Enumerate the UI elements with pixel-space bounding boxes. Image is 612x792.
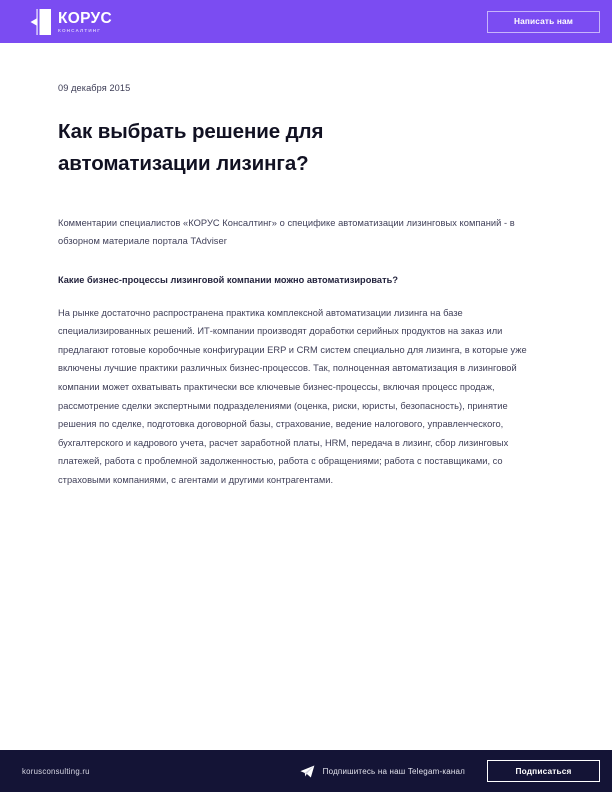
site-header <box>0 0 612 43</box>
article-lead-paragraph: Комментарии специалистов «КОРУС Консалтинг» о специфике автоматизации лизинговых компаний - в обзорном материале портала TAdviser <box>58 217 515 247</box>
brand-subtitle: КОНСАЛТИНГ <box>58 27 102 33</box>
subscribe-button[interactable]: Подписаться <box>487 760 600 782</box>
korus-logo-mark-icon <box>26 9 51 35</box>
telegram-subscribe-prompt[interactable] <box>300 765 465 778</box>
brand-wordmark <box>58 10 112 34</box>
footer-site-url[interactable]: korusconsulting.ru <box>22 766 90 776</box>
page-title: Как выбрать решение для автоматизации лизинга? <box>58 120 324 176</box>
article-content <box>0 43 612 750</box>
telegram-prompt-label: Подпишитесь на наш Telegam-канал <box>322 766 465 776</box>
article-date: 09 декабря 2015 <box>58 83 131 93</box>
telegram-paper-plane-icon <box>300 765 315 778</box>
contact-us-button[interactable]: Написать нам <box>487 11 600 33</box>
brand-name: КОРУС <box>58 9 112 27</box>
site-footer <box>0 750 612 792</box>
article-subheading: Какие бизнес-процессы лизинговой компании можно автоматизировать? <box>58 274 399 285</box>
brand-logo[interactable] <box>26 9 112 35</box>
article-body-paragraph: На рынке достаточно распространена практика комплексной автоматизации лизинга на базе специализированных решений. ИТ-компании производят доработки серийных продуктов на заказ или предлагают готовые коробочные конфигурации ERP и CRM систем специально для лизинга, в которые уже включены лучшие практики различных бизнес-процессов. Так, полноценная автоматизация в лизинговой компании может охватывать практически все ключевые бизнес-процессы, включая процесс продаж, рассмотрение сделки экспертными подразделениями (оценка, риски, юристы, безопасность), принятие решения по сделке, подготовка договорной базы, страхование, ведение налогового, управленческого, бухгалтерского и кадрового учета, расчет заработной платы, HRM, передача в лизинг, сбор лизинговых платежей, работа с проблемной задолженностью, работа с обращениями; работа с поставщиками, со страховыми компаниями, с агентами и другими контрагентами. <box>58 307 527 485</box>
